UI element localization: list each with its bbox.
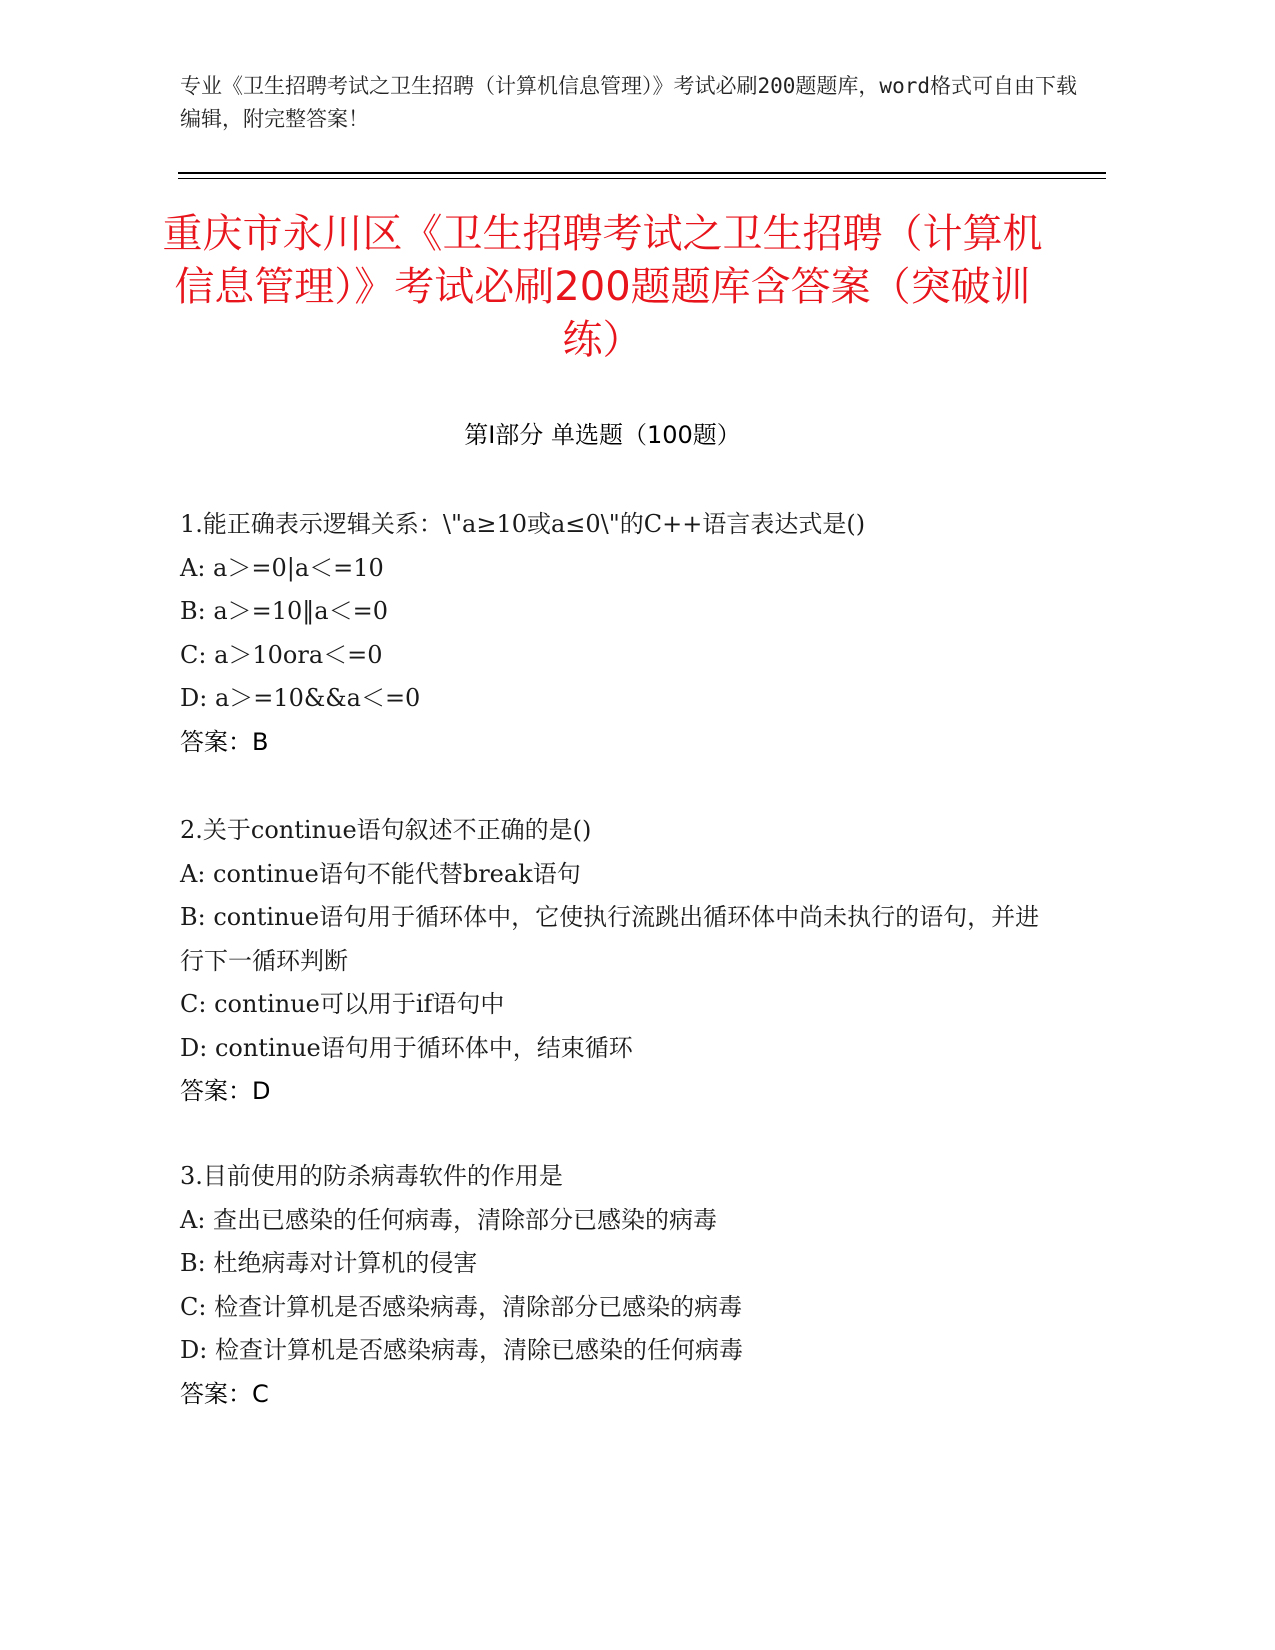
question-block (180, 1155, 1060, 1416)
option-d: D: continue语句用于循环体中，结束循环 (180, 1033, 633, 1062)
option-a: A: continue语句不能代替break语句 (180, 859, 581, 888)
option-a: A: 查出已感染的任何病毒，清除部分已感染的病毒 (180, 1205, 718, 1234)
header-rule-thin (178, 178, 1106, 179)
option-c: C: 检查计算机是否感染病毒，清除部分已感染的病毒 (180, 1292, 743, 1321)
document-title: 重庆市永川区《卫生招聘考试之卫生招聘（计算机信息管理）》考试必刷200题题库含答案（突破训练） (162, 211, 1043, 363)
option-c: C: continue可以用于if语句中 (180, 990, 505, 1018)
question-block (180, 503, 1060, 764)
answer-line: 答案：D (180, 1077, 271, 1105)
answer-line: 答案：C (180, 1379, 269, 1408)
option-d: D: 检查计算机是否感染病毒，清除已感染的任何病毒 (180, 1336, 743, 1364)
option-b: B: a＞=10‖a＜=0 (180, 597, 388, 625)
question-stem: 2.关于continue语句叙述不正确的是() (180, 816, 592, 844)
section-title: 第Ⅰ部分 单选题（100题） (464, 421, 741, 449)
option-a: A: a＞=0|a＜=10 (180, 553, 384, 582)
question-stem: 3.目前使用的防杀病毒软件的作用是 (180, 1162, 563, 1190)
header-note: 专业《卫生招聘考试之卫生招聘（计算机信息管理）》考试必刷200题题库，word格式可自由下载编辑，附完整答案！ (180, 74, 1077, 131)
option-b: B: 杜绝病毒对计算机的侵害 (180, 1249, 478, 1277)
answer-line: 答案：B (180, 727, 269, 756)
question-block (180, 809, 1060, 1114)
option-c: C: a＞10ora＜=0 (180, 640, 383, 669)
option-d: D: a＞=10&&a＜=0 (180, 684, 421, 712)
question-stem: 1.能正确表示逻辑关系：\"a≥10或a≤0\"的C++语言表达式是() (180, 510, 866, 538)
option-b: B: continue语句用于循环体中，它使执行流跳出循环体中尚未执行的语句，并进行下一循环判断 (180, 903, 1040, 975)
header-rule-thick (178, 172, 1106, 174)
